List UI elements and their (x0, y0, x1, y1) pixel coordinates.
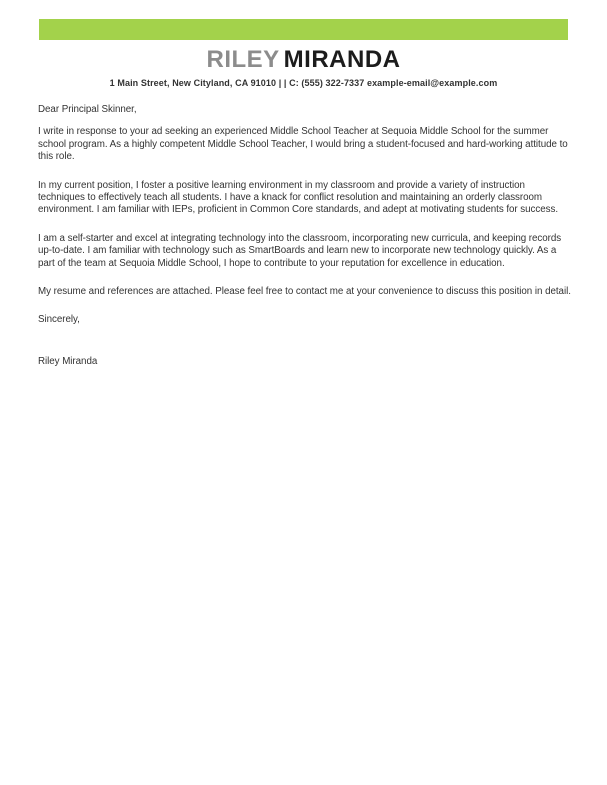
letter-body (38, 104, 574, 368)
candidate-name (0, 46, 607, 74)
letter-paragraph: I am a self-starter and excel at integrating technology into the classroom, incorporating new curricula, and keeping records up-to-date. I am familiar with technology such as SmartBoards and learn new to incorporate new technology quickly. As a part of the team at Sequoia Middle School, I hope to contribute to your reputation for excellence in education. (38, 232, 562, 269)
candidate-first-name: RILEY (206, 46, 280, 73)
candidate-last-name: MIRANDA (283, 46, 401, 73)
signature-name: Riley Miranda (38, 355, 98, 367)
letter-header (0, 46, 607, 88)
letter-paragraph: I write in response to your ad seeking an experienced Middle School Teacher at Sequoia Middle School for the summer school program. As a highly competent Middle School Teacher, I would bring a student-focused and hard-working attitude to this role. (38, 126, 568, 163)
contact-line: 1 Main Street, New Cityland, CA 91010 | | C: (555) 322-7337 example-email@example.com (109, 78, 498, 88)
letter-paragraph: My resume and references are attached. Please feel free to contact me at your convenience to discuss this position in detail. (38, 286, 571, 298)
accent-bar (39, 19, 568, 40)
closing: Sincerely, (38, 314, 80, 326)
letter-paragraph: In my current position, I foster a positive learning environment in my classroom and provide a variety of instruction techniques to effectively teach all students. I have a knack for conflict resolution and maintaining an orderly classroom environment. I am familiar with IEPs, proficient in Common Core standards, and adept at motivating students for success. (38, 179, 559, 216)
salutation: Dear Principal Skinner, (38, 104, 137, 115)
